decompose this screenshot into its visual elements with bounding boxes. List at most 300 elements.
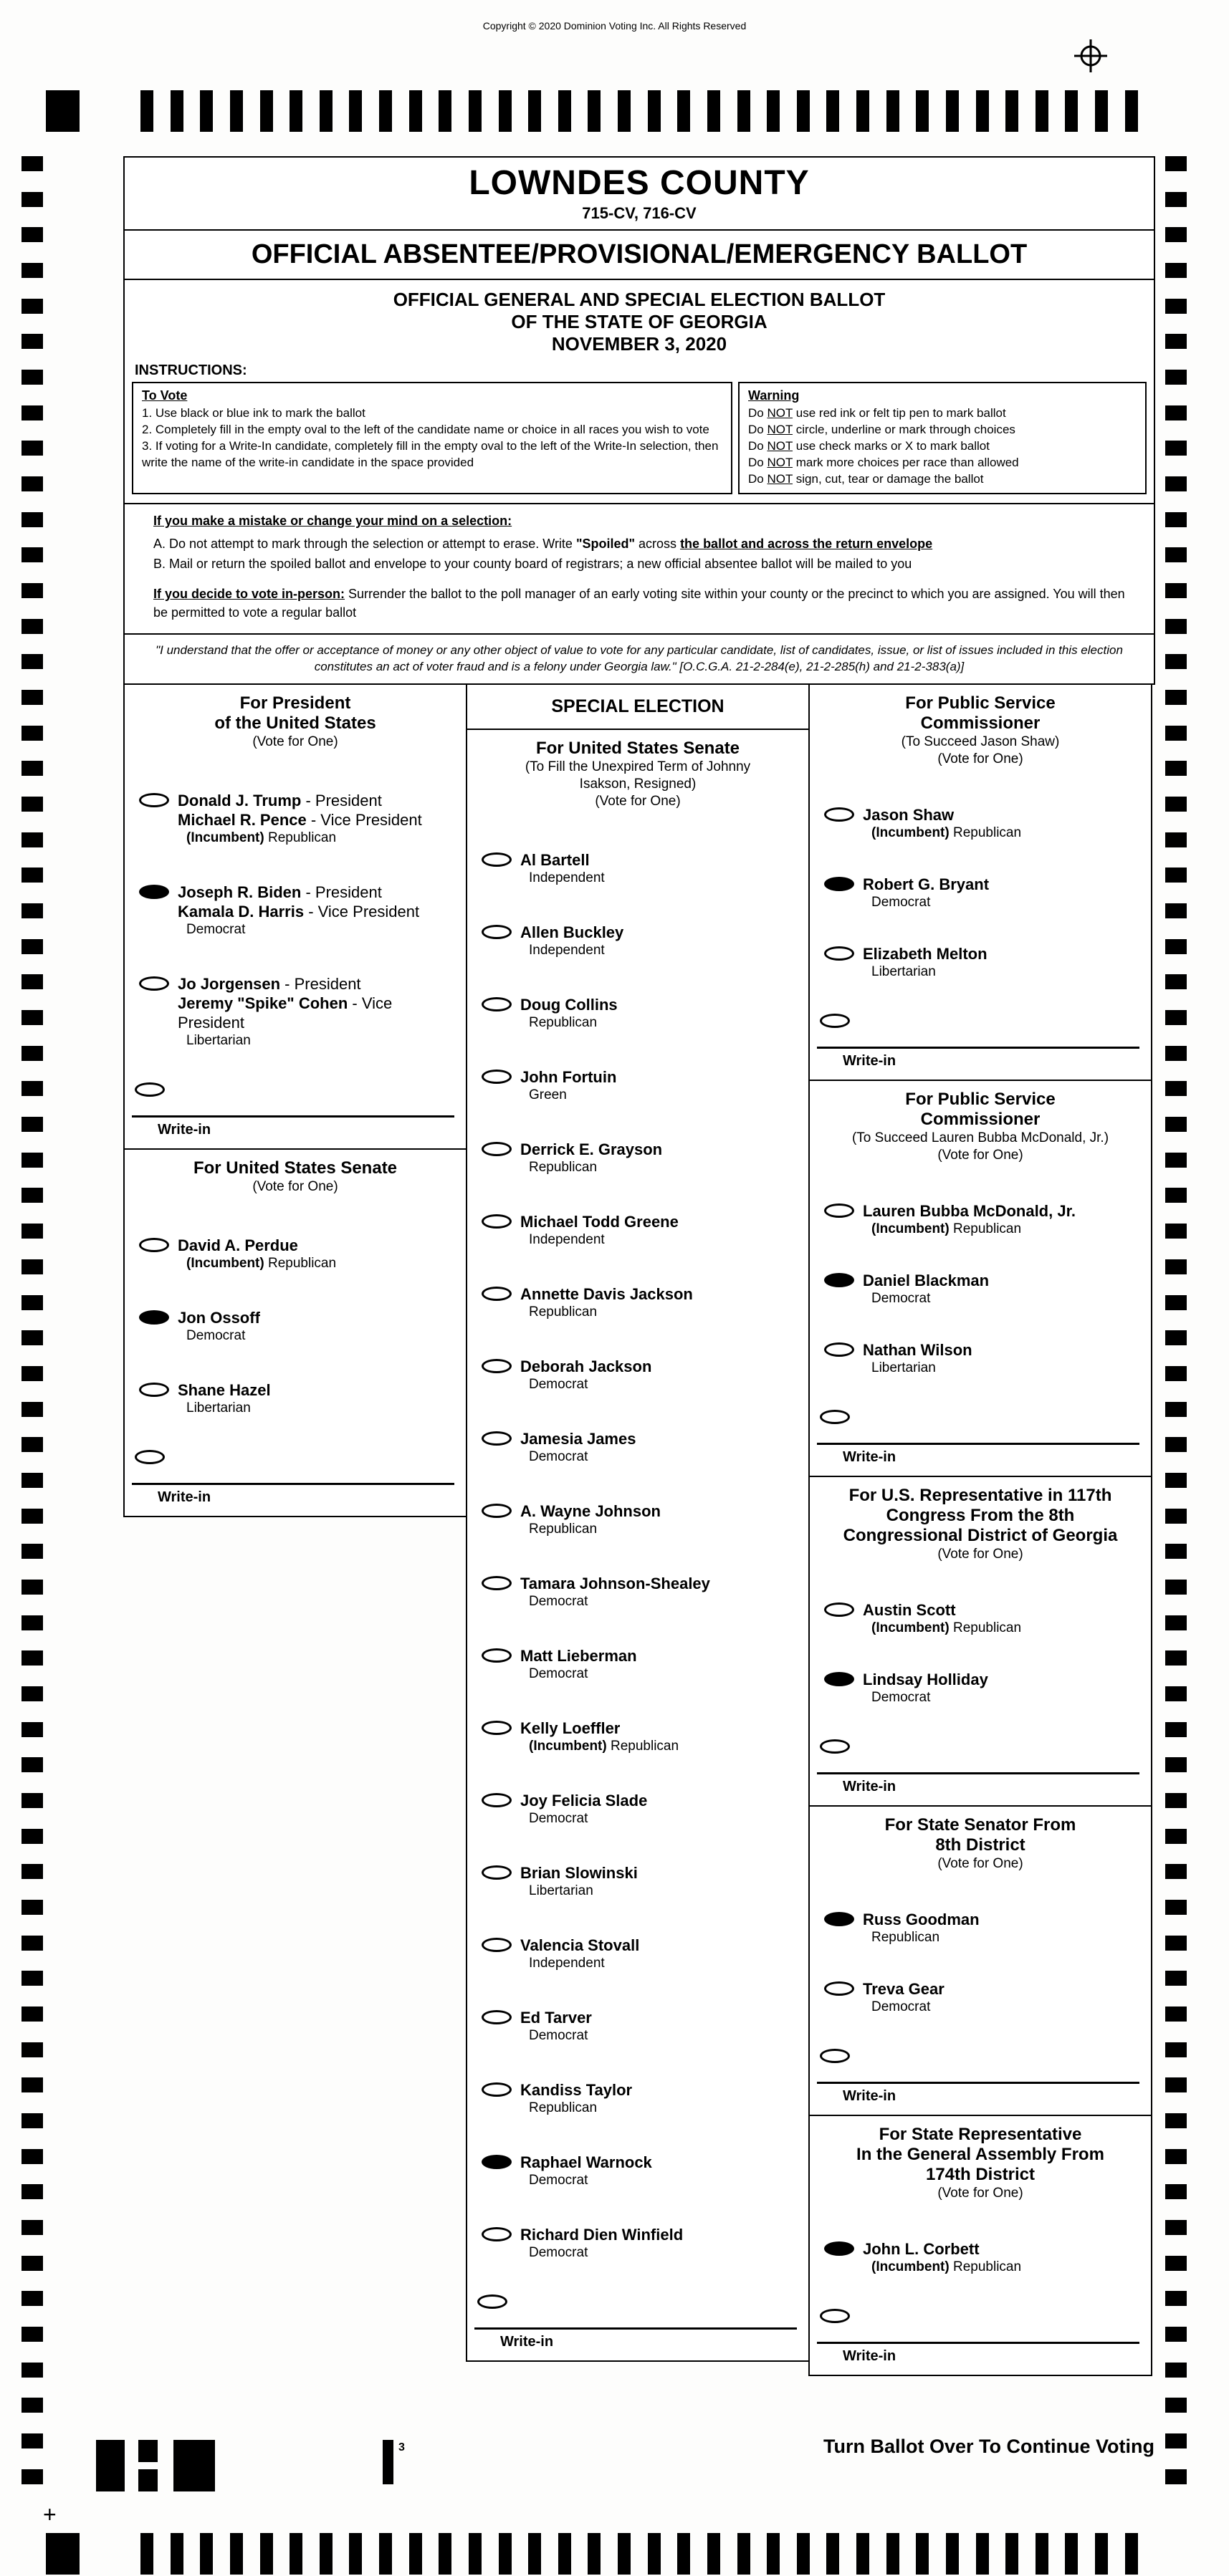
timing-mark — [856, 90, 869, 132]
ballot-oval[interactable] — [482, 1793, 512, 1807]
timing-mark — [21, 619, 43, 634]
timing-mark — [797, 90, 810, 132]
ballot-oval[interactable] — [482, 1721, 512, 1735]
candidate-option[interactable] — [467, 1501, 808, 1538]
candidate-option[interactable] — [467, 1429, 808, 1466]
calibration-mark — [96, 2440, 125, 2491]
race-title-line: For State Senator From — [884, 1815, 1076, 1835]
candidate-option[interactable] — [810, 1600, 1151, 1637]
timing-mark — [1065, 90, 1078, 132]
text-segment: Donald J. Trump — [178, 792, 302, 809]
timing-mark — [379, 2533, 392, 2575]
instruction-boxes-row — [132, 382, 1147, 494]
timing-mark — [21, 299, 43, 314]
timing-mark — [21, 2291, 43, 2306]
timing-mark — [1036, 90, 1048, 132]
text-segment: John L. Corbett — [863, 2240, 980, 2258]
timing-mark — [1165, 441, 1187, 456]
write-in-line[interactable] — [132, 1483, 454, 1485]
ballot-oval[interactable] — [482, 2082, 512, 2097]
candidate-party — [863, 1360, 972, 1377]
candidate-name — [520, 1936, 639, 1955]
candidate-text — [863, 944, 987, 981]
candidate-party — [863, 1689, 988, 1706]
timing-mark — [1005, 90, 1018, 132]
race — [123, 683, 467, 1150]
text-segment: Independent — [529, 1956, 605, 1971]
text-segment: Republican — [871, 1930, 940, 1945]
candidate-text — [178, 1236, 336, 1272]
ballot-oval[interactable] — [482, 925, 512, 939]
timing-mark — [21, 1259, 43, 1274]
candidate-text — [520, 2080, 632, 2117]
timing-mark — [1165, 1793, 1187, 1808]
ballot-oval[interactable] — [824, 1342, 854, 1357]
text-segment: NOT — [767, 423, 793, 436]
text-segment: Raphael Warnock — [520, 2153, 652, 2171]
candidate-option[interactable] — [125, 791, 466, 847]
candidate-option[interactable] — [810, 875, 1151, 911]
ballot-oval[interactable] — [824, 877, 854, 891]
timing-mark — [409, 90, 422, 132]
code-digit: 3 — [398, 2441, 405, 2454]
ballot-oval[interactable] — [135, 1082, 165, 1097]
text-segment: Independent — [529, 943, 605, 958]
candidate-option[interactable] — [810, 1670, 1151, 1706]
ballot-oval[interactable] — [824, 946, 854, 961]
candidate-option[interactable] — [810, 1979, 1151, 2016]
candidate-option[interactable] — [467, 1284, 808, 1321]
race-subtitle-line: (Vote for One) — [937, 1547, 1023, 1562]
text-segment: John Fortuin — [520, 1068, 617, 1086]
text-segment: Libertarian — [186, 1400, 251, 1416]
text-segment: Republican — [264, 830, 337, 845]
text-segment: Libertarian — [529, 1883, 593, 1898]
candidate-party — [863, 1929, 980, 1946]
ballot-oval[interactable] — [139, 1238, 169, 1252]
write-in-line[interactable] — [132, 1115, 454, 1118]
candidate-text — [520, 1429, 636, 1466]
ballot-oval[interactable] — [820, 2309, 850, 2323]
candidate-option[interactable] — [467, 2153, 808, 2189]
county-header — [123, 156, 1155, 231]
write-in-line[interactable] — [817, 2082, 1139, 2084]
timing-mark — [230, 2533, 243, 2575]
candidate-party — [520, 2172, 652, 2189]
ballot-oval[interactable] — [820, 2049, 850, 2063]
timing-mark — [1095, 90, 1108, 132]
ballot-oval[interactable] — [482, 2227, 512, 2241]
candidate-option[interactable] — [810, 1340, 1151, 1377]
timing-mark — [1165, 2007, 1187, 2022]
candidate-name — [178, 810, 422, 830]
timing-mark — [21, 1437, 43, 1452]
candidate-option[interactable] — [467, 1719, 808, 1755]
candidate-party — [520, 1159, 662, 1176]
timing-mark — [1165, 2113, 1187, 2128]
text-segment: across — [635, 537, 681, 551]
candidate-name — [520, 1791, 647, 1810]
mistake-heading — [153, 511, 1137, 530]
timing-mark — [1165, 405, 1187, 420]
ballot-oval[interactable] — [482, 1142, 512, 1156]
timing-mark — [21, 1509, 43, 1524]
candidate-option[interactable] — [467, 1212, 808, 1249]
ballot-oval[interactable] — [477, 2294, 507, 2309]
text-segment: (Incumbent) — [871, 1221, 950, 1236]
ballot-oval[interactable] — [482, 2155, 512, 2169]
text-segment: Democrat — [529, 2173, 588, 2188]
candidate-name — [520, 1501, 661, 1521]
timing-mark — [1165, 156, 1187, 171]
write-in-line[interactable] — [817, 1772, 1139, 1774]
timing-mark — [1165, 1971, 1187, 1986]
candidate-option[interactable] — [467, 1357, 808, 1393]
candidate-option[interactable] — [810, 1201, 1151, 1238]
text-segment: sign, cut, tear or damage the ballot — [793, 472, 984, 486]
candidate-option[interactable] — [467, 1067, 808, 1104]
race-subtitle-line: (Vote for One) — [252, 734, 338, 749]
text-segment: Democrat — [871, 1690, 931, 1705]
timing-mark — [21, 2042, 43, 2057]
ballot-oval[interactable] — [482, 1938, 512, 1952]
ballot-oval[interactable] — [824, 1981, 854, 1996]
race-subtitle-line: (Vote for One) — [937, 2186, 1023, 2201]
timing-mark — [1165, 547, 1187, 562]
candidate-option[interactable] — [467, 2008, 808, 2044]
text-segment: NOT — [767, 456, 793, 469]
ballot-oval[interactable] — [482, 1431, 512, 1446]
timing-mark — [21, 1402, 43, 1417]
ballot-oval[interactable] — [482, 1648, 512, 1663]
candidate-text — [178, 883, 419, 938]
candidate-text — [520, 1212, 679, 1249]
candidate-text — [863, 1910, 980, 1946]
timing-mark — [946, 90, 959, 132]
race-title — [810, 1807, 1151, 1877]
ballot-oval[interactable] — [139, 885, 169, 899]
candidate-option[interactable] — [810, 1910, 1151, 1946]
timing-mark — [21, 2184, 43, 2199]
candidate-party — [178, 1327, 260, 1345]
timing-mark — [21, 2149, 43, 2164]
warning-box — [738, 382, 1147, 494]
race-title-line: For United States Senate — [535, 739, 740, 758]
text-segment: Jamesia James — [520, 1430, 636, 1448]
timing-mark — [1165, 2433, 1187, 2448]
text-segment: Democrat — [529, 1377, 588, 1392]
text-segment: Libertarian — [186, 1033, 251, 1048]
timing-mark — [1165, 1509, 1187, 1524]
timing-mark — [1165, 1757, 1187, 1772]
ballot-oval[interactable] — [482, 1214, 512, 1229]
timing-mark — [21, 974, 43, 989]
timing-mark — [1165, 1153, 1187, 1168]
candidate-option[interactable] — [810, 2239, 1151, 2276]
candidate-text — [520, 995, 618, 1032]
ballot-oval[interactable] — [135, 1450, 165, 1464]
candidate-text — [863, 1979, 945, 2016]
candidate-option[interactable] — [467, 923, 808, 959]
timing-mark — [1165, 1722, 1187, 1737]
ballot-oval[interactable] — [824, 1273, 854, 1287]
candidate-text — [520, 2153, 652, 2189]
text-segment: Republican — [529, 1160, 598, 1175]
text-segment: 3. If voting for a Write-In candidate, completely fill in the empty oval to the left of the Write-In selection, then write the name of the write-in candidate in the space provided — [142, 439, 719, 469]
timing-mark — [21, 2113, 43, 2128]
candidate-name — [863, 1910, 980, 1929]
timing-mark — [21, 1864, 43, 1879]
to-vote-box — [132, 382, 732, 494]
race-title-line: 8th District — [935, 1835, 1025, 1855]
candidate-option[interactable] — [467, 1791, 808, 1827]
timing-mark — [1165, 974, 1187, 989]
candidate-option[interactable] — [125, 1380, 466, 1417]
write-in-line[interactable] — [817, 2342, 1139, 2344]
timing-mark — [21, 1081, 43, 1096]
timing-mark — [1165, 1259, 1187, 1274]
race-subtitle-line: (Vote for One) — [937, 751, 1023, 766]
warning-item — [748, 421, 1137, 438]
ballot-oval[interactable] — [824, 1602, 854, 1617]
race-title-line: For U.S. Representative in 117th — [848, 1486, 1112, 1505]
timing-mark — [916, 2533, 929, 2575]
ballot-oval[interactable] — [482, 2010, 512, 2024]
ballot-oval[interactable] — [824, 2241, 854, 2256]
candidate-party — [520, 1738, 679, 1755]
timing-mark — [320, 2533, 333, 2575]
candidate-name — [520, 2008, 592, 2027]
timing-mark — [1165, 263, 1187, 278]
instruction-item — [142, 438, 722, 471]
text-segment: Democrat — [871, 1291, 931, 1306]
candidate-text — [520, 1936, 639, 1972]
candidate-option[interactable] — [467, 1646, 808, 1683]
candidate-option[interactable] — [125, 883, 466, 938]
plus-registration-mark: + — [43, 2501, 57, 2527]
candidate-party — [520, 1231, 679, 1249]
timing-marks-bottom — [140, 2533, 1138, 2575]
text-segment: Elizabeth Melton — [863, 945, 987, 963]
timing-mark — [1165, 832, 1187, 847]
candidate-option[interactable] — [125, 1236, 466, 1272]
race — [808, 1476, 1152, 1807]
timing-mark — [21, 868, 43, 883]
write-in-label: Write-in — [843, 2348, 896, 2364]
ballot-oval[interactable] — [820, 1739, 850, 1754]
candidate-name — [863, 1670, 988, 1689]
candidate-party — [520, 1087, 616, 1104]
timing-mark — [737, 90, 750, 132]
candidate-party — [520, 2100, 632, 2117]
timing-mark — [826, 2533, 839, 2575]
candidate-party — [520, 1448, 636, 1466]
registration-crosshair-icon — [1071, 36, 1111, 76]
ballot-oval[interactable] — [139, 1310, 169, 1325]
candidate-option[interactable] — [125, 1308, 466, 1345]
candidate-option[interactable] — [467, 1863, 808, 1900]
candidate-option[interactable] — [810, 1271, 1151, 1307]
race-subtitle-line: (Vote for One) — [937, 1856, 1023, 1871]
text-segment: Republican — [529, 2100, 598, 2115]
ballot-oval[interactable] — [820, 1014, 850, 1028]
copyright-text: Copyright © 2020 Dominion Voting Inc. All Rights Reserved — [482, 20, 747, 32]
ballot-oval[interactable] — [824, 807, 854, 822]
text-segment: 2. Completely fill in the empty oval to the left of the candidate name or choice in all races you wish to vote — [142, 423, 709, 436]
candidate-option[interactable] — [467, 1936, 808, 1972]
write-in-line[interactable] — [817, 1443, 1139, 1445]
candidate-option[interactable] — [467, 1140, 808, 1176]
write-in-label: Write-in — [843, 2088, 896, 2104]
text-segment: If you decide to vote in-person: — [153, 587, 345, 601]
candidate-name — [520, 1357, 651, 1376]
text-segment: - Vice President — [178, 994, 393, 1032]
ballot-oval[interactable] — [139, 1383, 169, 1397]
candidate-text — [520, 1719, 679, 1755]
text-segment: Tamara Johnson-Shealey — [520, 1575, 710, 1592]
text-segment: Democrat — [529, 1449, 588, 1464]
race-title-line: For Public Service — [905, 693, 1056, 713]
text-segment: Kelly Loeffler — [520, 1719, 621, 1737]
candidate-party — [520, 1810, 647, 1827]
instruction-item — [142, 405, 722, 421]
ballot-oval[interactable] — [482, 1287, 512, 1301]
text-segment: Richard Dien Winfield — [520, 2226, 684, 2244]
text-segment: circle, underline or mark through choices — [793, 423, 1015, 436]
race — [808, 1080, 1152, 1477]
timing-mark — [21, 1615, 43, 1630]
timing-mark — [21, 583, 43, 598]
candidate-option[interactable] — [810, 944, 1151, 981]
text-segment: Derrick E. Grayson — [520, 1140, 663, 1158]
ballot-oval[interactable] — [824, 1203, 854, 1218]
ballot-oval[interactable] — [482, 1504, 512, 1518]
candidate-name — [178, 902, 419, 921]
candidate-name — [178, 883, 419, 902]
timing-mark — [1165, 1686, 1187, 1701]
candidate-party — [178, 921, 419, 938]
text-segment: Joseph R. Biden — [178, 883, 302, 901]
election-title-line: OFFICIAL GENERAL AND SPECIAL ELECTION BALLOT — [393, 289, 886, 310]
candidate-name — [178, 974, 462, 994]
ballot-oval[interactable] — [482, 1070, 512, 1084]
legal-notice — [132, 635, 1147, 683]
timing-mark — [230, 90, 243, 132]
timing-mark — [21, 2077, 43, 2092]
write-in-line[interactable] — [817, 1047, 1139, 1049]
timing-mark — [21, 156, 43, 171]
timing-mark — [528, 2533, 541, 2575]
text-segment: Michael Todd Greene — [520, 1213, 679, 1231]
timing-mark — [21, 1473, 43, 1488]
timing-mark — [1165, 2398, 1187, 2413]
text-segment: NOT — [767, 472, 793, 486]
candidate-option[interactable] — [467, 995, 808, 1032]
timing-mark — [1165, 2291, 1187, 2306]
timing-mark — [439, 2533, 451, 2575]
timing-mark — [21, 1900, 43, 1915]
timing-mark — [1165, 2469, 1187, 2484]
candidate-option[interactable] — [810, 805, 1151, 842]
text-segment: (Incumbent) — [186, 830, 264, 845]
text-segment: Surrender the ballot to the poll manager of an early voting site within your county or the precinct to which you are assigned. You will then be permitted to vote a regular ballot — [153, 587, 1125, 620]
ballot-oval[interactable] — [139, 793, 169, 807]
ballot-oval[interactable] — [820, 1410, 850, 1424]
timing-mark — [1165, 1117, 1187, 1132]
special-election-header: SPECIAL ELECTION — [466, 683, 810, 730]
write-in-line[interactable] — [474, 2327, 797, 2330]
ballot-oval[interactable] — [139, 976, 169, 991]
write-in-label: Write-in — [843, 1779, 896, 1794]
text-segment: Republican — [529, 1522, 598, 1537]
text-segment: Democrat — [529, 1811, 588, 1826]
race-title-line: For United States Senate — [193, 1158, 398, 1178]
ballot-oval[interactable] — [824, 1672, 854, 1686]
race-title-line: of the United States — [214, 713, 376, 733]
election-title-line: NOVEMBER 3, 2020 — [551, 333, 727, 355]
ballot-oval[interactable] — [824, 1912, 854, 1926]
timing-mark — [21, 1153, 43, 1168]
ballot-oval[interactable] — [482, 997, 512, 1011]
candidate-party — [863, 1999, 945, 2016]
timing-mark — [1125, 2533, 1138, 2575]
candidate-option[interactable] — [467, 2080, 808, 2117]
candidate-option[interactable] — [467, 850, 808, 887]
timing-mark — [21, 1829, 43, 1844]
warning-item — [748, 405, 1137, 421]
text-segment: Democrat — [529, 2028, 588, 2043]
text-segment: Republican — [949, 1620, 1022, 1635]
to-vote-title: To Vote — [142, 388, 188, 403]
timing-mark — [21, 2256, 43, 2271]
candidate-option[interactable] — [467, 2225, 808, 2262]
text-segment: Brian Slowinski — [520, 1864, 638, 1882]
timing-mark — [558, 2533, 571, 2575]
ballot-type-title: OFFICIAL ABSENTEE/PROVISIONAL/EMERGENCY BALLOT — [123, 231, 1155, 280]
timing-mark — [21, 1544, 43, 1559]
timing-mark — [976, 90, 989, 132]
candidate-party — [520, 1955, 639, 1972]
text-segment: Jon Ossoff — [178, 1309, 260, 1327]
candidate-option[interactable] — [125, 974, 466, 1049]
candidate-text — [520, 1501, 661, 1538]
text-segment: Democrat — [871, 1999, 931, 2014]
candidate-name — [863, 2239, 1021, 2259]
ballot-oval[interactable] — [482, 1865, 512, 1880]
timing-mark — [21, 1330, 43, 1345]
timing-mark — [21, 797, 43, 812]
ballot-oval[interactable] — [482, 1359, 512, 1373]
text-segment: - Vice President — [304, 903, 420, 921]
timing-mark — [1165, 1864, 1187, 1879]
text-segment: "Spoiled" — [575, 537, 636, 551]
timing-mark — [1165, 2042, 1187, 2057]
candidate-party — [520, 1376, 651, 1393]
text-segment: Lauren Bubba McDonald, Jr. — [863, 1202, 1076, 1220]
timing-mark — [1165, 1544, 1187, 1559]
timing-mark — [618, 90, 631, 132]
ballot-oval[interactable] — [482, 852, 512, 867]
timing-mark — [1165, 227, 1187, 242]
timing-mark — [707, 2533, 720, 2575]
county-name: LOWNDES COUNTY — [469, 164, 810, 202]
timing-mark — [1165, 2220, 1187, 2235]
ballot-oval[interactable] — [482, 1576, 512, 1590]
text-segment: Libertarian — [871, 1360, 936, 1375]
text-segment: Democrat — [871, 895, 931, 910]
candidate-text — [520, 2225, 683, 2262]
candidate-option[interactable] — [467, 1574, 808, 1610]
